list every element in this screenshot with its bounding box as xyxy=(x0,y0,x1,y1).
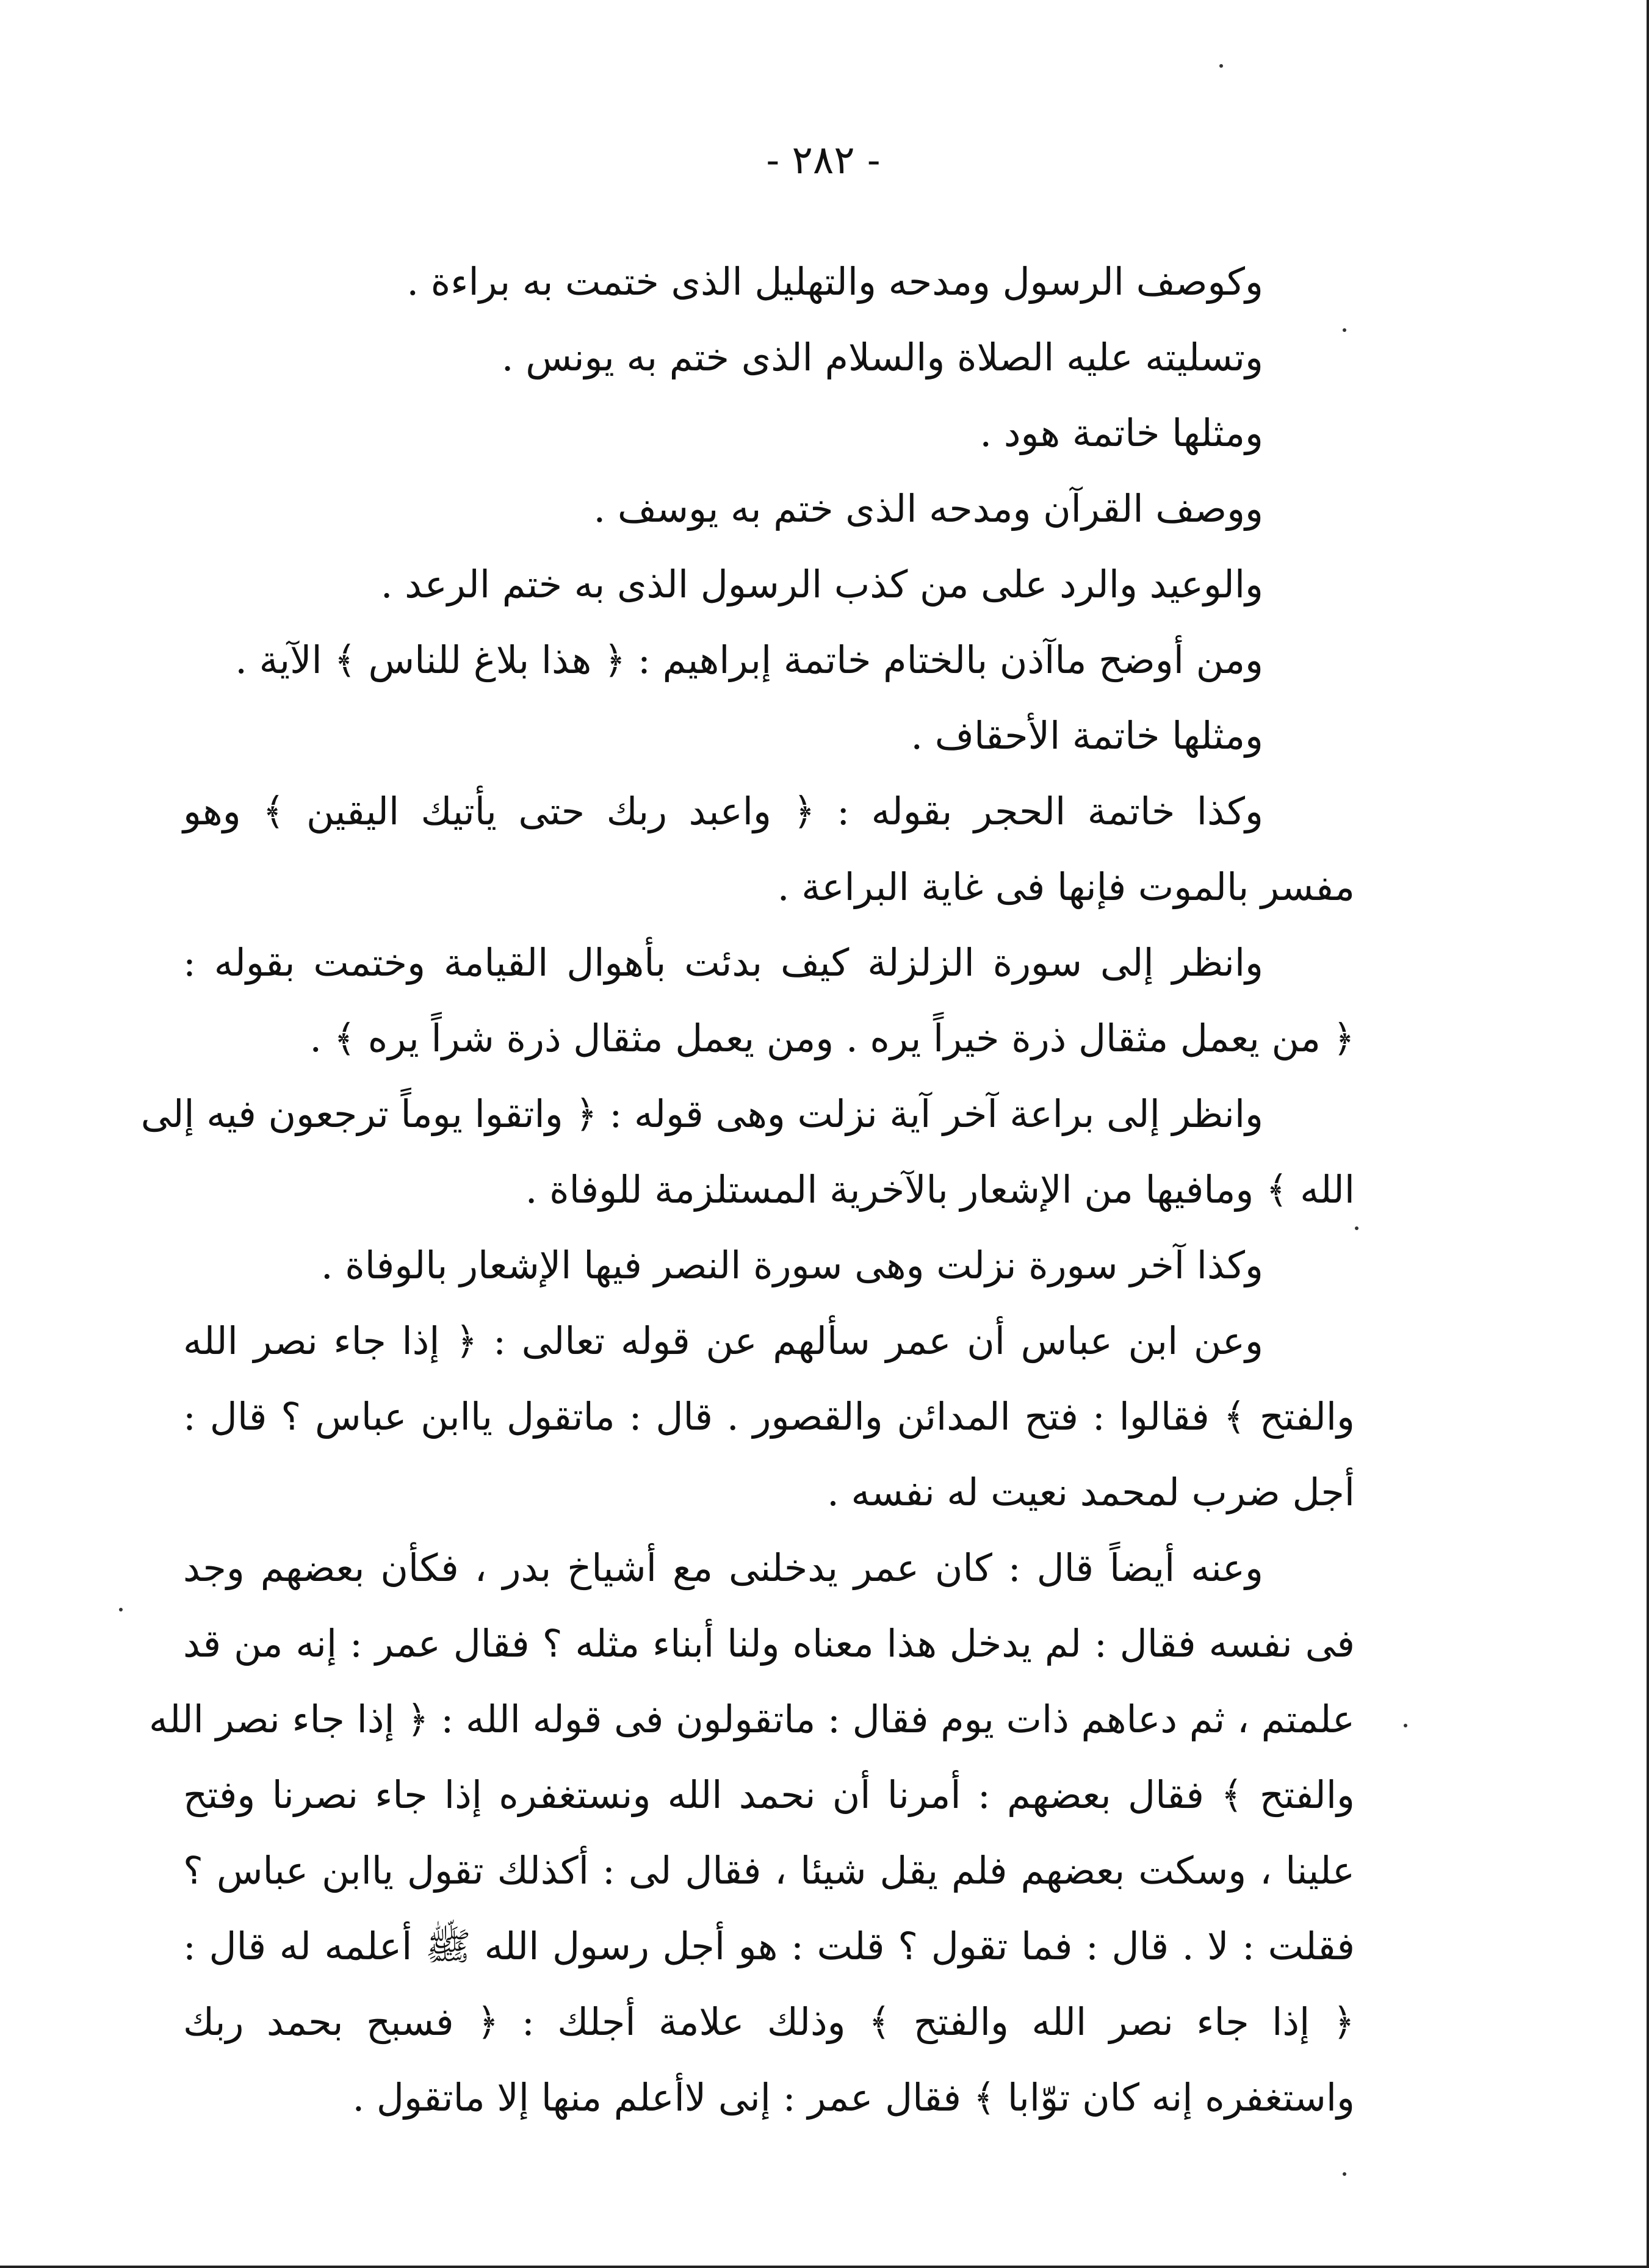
text-line: ﴿ من يعمل مثقال ذرة خيراً يره . ومن يعمل مثقال ذرة شراً يره ﴾ . xyxy=(309,1016,1355,1060)
body-text xyxy=(140,244,1355,2136)
scan-speck xyxy=(1343,328,1346,332)
text-line: علمتم ، ثم دعاهم ذات يوم فقال : ماتقولون فى قوله الله : ﴿ إذا جاء نصر الله xyxy=(148,1697,1355,1741)
text-line: فقلت : لا . قال : فما تقول ؟ قلت : هو أجل رسول الله ﷺ أعلمه له قال : xyxy=(183,1924,1355,1968)
text-line: والفتح ﴾ فقالوا : فتح المدائن والقصور . قال : ماتقول ياابن عباس ؟ قال : xyxy=(183,1394,1355,1439)
text-line: وانظر إلى براعة آخر آية نزلت وهى قوله : ﴿ واتقوا يوماً ترجعون فيه إلى xyxy=(140,1092,1263,1136)
text-line: وعنه أيضاً قال : كان عمر يدخلنى مع أشياخ بدر ، فكأن بعضهم وجد xyxy=(183,1546,1263,1590)
text-line: وكوصف الرسول ومدحه والتهليل الذى ختمت به براءة . xyxy=(406,259,1263,304)
text-line: ومن أوضح ماآذن بالختام خاتمة إبراهيم : ﴿ هذا بلاغ للناس ﴾ الآية . xyxy=(235,638,1263,682)
text-line: علينا ، وسكت بعضهم فلم يقل شيئا ، فقال لى : أكذلك تقول ياابن عباس ؟ xyxy=(183,1848,1355,1893)
text-line: وتسليته عليه الصلاة والسلام الذى ختم به يونس . xyxy=(501,335,1263,380)
text-line: ﴿ إذا جاء نصر الله والفتح ﴾ وذلك علامة أجلك : ﴿ فسبح بحمد ربك xyxy=(183,2000,1355,2044)
text-line: وكذا آخر سورة نزلت وهى سورة النصر فيها الإشعار بالوفاة . xyxy=(320,1243,1263,1287)
scan-speck xyxy=(1355,1226,1359,1230)
text-line: ووصف القرآن ومدحه الذى ختم به يوسف . xyxy=(593,486,1263,531)
text-line: مفسر بالموت فإنها فى غاية البراعة . xyxy=(777,865,1355,909)
scan-speck xyxy=(119,1608,123,1611)
text-line: وانظر إلى سورة الزلزلة كيف بدئت بأهوال القيامة وختمت بقوله : xyxy=(183,940,1263,985)
text-line: وعن ابن عباس أن عمر سألهم عن قوله تعالى : ﴿ إذا جاء نصر الله xyxy=(183,1319,1263,1363)
text-line: الله ﴾ ومافيها من الإشعار بالآخرية المستلزمة للوفاة . xyxy=(525,1167,1355,1212)
text-line: والفتح ﴾ فقال بعضهم : أمرنا أن نحمد الله ونستغفره إذا جاء نصرنا وفتح xyxy=(183,1773,1355,1817)
scan-speck xyxy=(1219,64,1223,68)
text-line: فى نفسه فقال : لم يدخل هذا معناه ولنا أبناء مثله ؟ فقال عمر : إنه من قد xyxy=(183,1621,1355,1666)
scan-speck xyxy=(1343,2172,1346,2176)
page-number: - ٢٨٢ - xyxy=(766,138,881,183)
text-line: واستغفره إنه كان توّابا ﴾ فقال عمر : إنى لاأعلم منها إلا ماتقول . xyxy=(352,2075,1355,2120)
text-line: ومثلها خاتمة هود . xyxy=(980,411,1263,455)
text-line: ومثلها خاتمة الأحقاف . xyxy=(911,713,1263,758)
text-line: والوعيد والرد على من كذب الرسول الذى به ختم الرعد . xyxy=(380,562,1263,607)
scan-speck xyxy=(1404,1724,1407,1727)
text-line: وكذا خاتمة الحجر بقوله : ﴿ واعبد ربك حتى يأتيك اليقين ﴾ وهو xyxy=(183,789,1263,833)
text-line: أجل ضرب لمحمد نعيت له نفسه . xyxy=(827,1470,1355,1514)
